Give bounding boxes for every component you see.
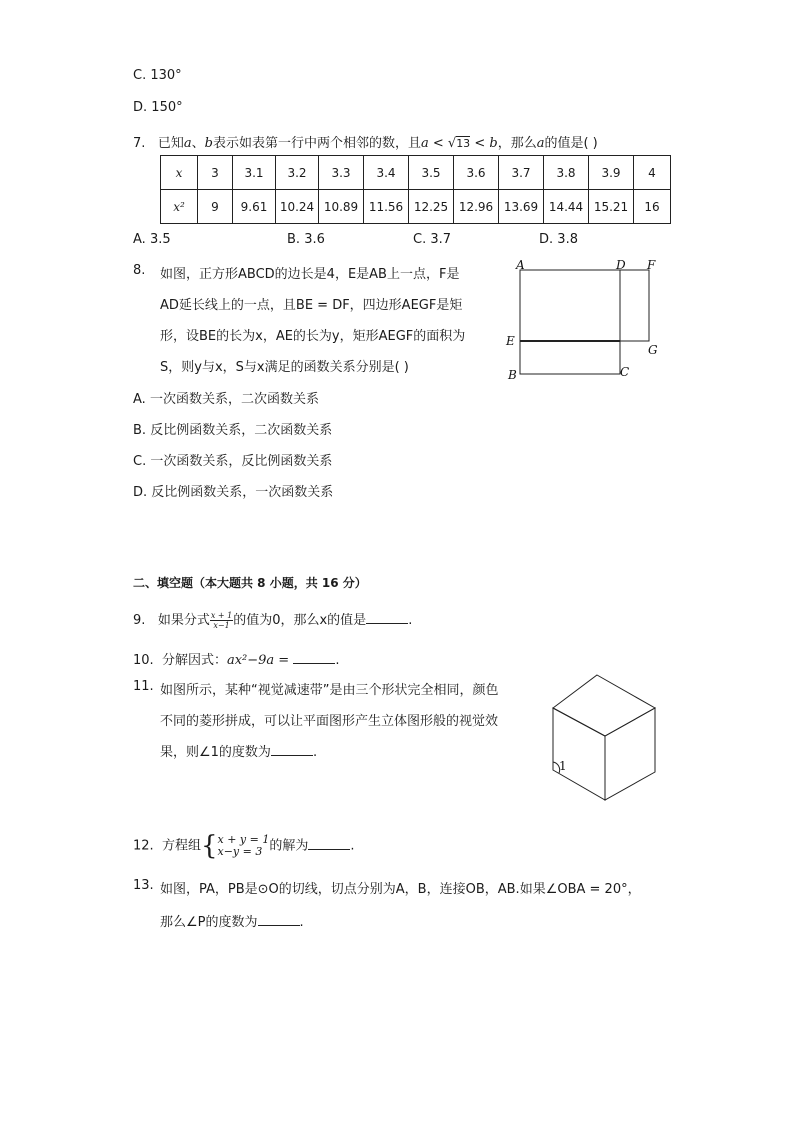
table-cell: 3.7 [499,156,544,190]
table-cell: 11.56 [364,190,409,224]
table-cell: 3.4 [364,156,409,190]
table-cell: 3.8 [544,156,589,190]
q6-option-c: C. 130° [133,68,182,83]
table-cell: 3.6 [454,156,499,190]
table-cell: 16 [634,190,671,224]
answer-blank [366,611,408,624]
q7-option-d: D. 3.8 [539,232,578,247]
table-cell: 13.69 [499,190,544,224]
answer-blank [293,651,335,664]
table-cell: 10.89 [319,190,364,224]
q9: 9. 如果分式 $\frac{x + 1}{x-1}$的值为0，那么x的值是 . [133,611,413,630]
q11-cube-figure [545,670,665,805]
rectangle-aegf [520,270,649,341]
q7-option-c: C. 3.7 [413,232,452,247]
table-head-x: x [161,156,198,190]
q8-option-a: A. 一次函数关系，二次函数关系 [133,392,319,407]
q8-option-b: B. 反比例函数关系，二次函数关系 [133,423,333,438]
table-cell: 3.2 [276,156,319,190]
table-cell: 9 [198,190,233,224]
q8-line-3: 形，设BE的长为x，AE的长为y，矩形AEGF的面积为 [160,329,466,344]
answer-blank [271,743,313,756]
table-cell: 4 [634,156,671,190]
q9-number: 9. [133,613,146,628]
q13-line-1: 如图，PA，PB是⊙O的切线，切点分别为A，B，连接OB，AB.如果∠OBA = 20°， [160,882,641,897]
answer-blank [308,837,350,850]
q8-figure [500,255,670,385]
q13-line-2: 那么∠P的度数为 . [160,915,304,930]
q8-line-4: S，则y与x，S与x满足的函数关系分别是( ) [160,360,409,375]
q11-number: 11. [133,679,154,694]
sqrt-symbol: √ [447,136,457,151]
rhombus-right [605,708,655,800]
q7-number: 7. [133,136,146,151]
q11-line-1: 如图所示，某种“视觉减速带”是由三个形状完全相同，颜色 [160,683,499,698]
table-head-x2: x² [161,190,198,224]
brace: { [200,831,218,861]
q8-option-c: C. 一次函数关系，反比例函数关系 [133,454,333,469]
q7-stem: 7. 已知a、b表示如表第一行中两个相邻的数，且a < √13 < b，那么a的值是( ) [133,136,598,151]
equation-system: x + y = 1 x−y = 3 [217,833,270,858]
table-cell: 12.96 [454,190,499,224]
angle-label: 1 [559,759,567,773]
table-cell: 3.9 [589,156,634,190]
q13-number: 13. [133,878,154,893]
rhombus-left [553,708,605,800]
table-cell: 10.24 [276,190,319,224]
q12: 12. 方程组{ x + y = 1 x−y = 3 的解为 . [133,831,355,861]
table-cell: 9.61 [233,190,276,224]
table-cell: 3.5 [409,156,454,190]
label-c: C [620,365,630,379]
q7-option-b: B. 3.6 [287,232,325,247]
label-d: D [616,258,626,272]
table-cell: 15.21 [589,190,634,224]
label-g: G [648,343,658,357]
table-cell: 3 [198,156,233,190]
table-cell: 12.25 [409,190,454,224]
table-cell: 3.3 [319,156,364,190]
fraction: $\frac{x + 1}{x-1}$ [210,611,233,630]
label-b: B [508,368,517,382]
rhombus-top [553,675,655,736]
table-row [161,190,671,224]
answer-blank [258,913,300,926]
table-cell: 14.44 [544,190,589,224]
q12-number: 12. [133,838,154,854]
q8-option-d: D. 反比例函数关系，一次函数关系 [133,485,334,500]
q7-value-table [160,155,671,224]
q8-line-1: 如图，正方形ABCD的边长是4，E是AB上一点，F是 [160,267,460,282]
q8-number: 8. [133,263,146,278]
label-f: F [647,258,656,272]
square-abcd [520,270,620,374]
q10-number: 10. [133,653,154,668]
table-row [161,156,671,190]
table-cell: 3.1 [233,156,276,190]
label-a: A [516,258,525,272]
label-e: E [506,334,515,348]
q11-line-3: 果，则∠1的度数为 . [160,745,318,760]
section-title: 二、填空题（本大题共 8 小题，共 16 分） [133,576,367,590]
q11-line-2: 不同的菱形拼成，可以让平面图形产生立体图形般的视觉效 [160,714,499,729]
q10: 10. 分解因式：ax²−9a = . [133,653,340,668]
q7-option-a: A. 3.5 [133,232,171,247]
q8-line-2: AD延长线上的一点，且BE = DF，四边形AEGF是矩 [160,298,463,313]
q6-option-d: D. 150° [133,100,183,115]
